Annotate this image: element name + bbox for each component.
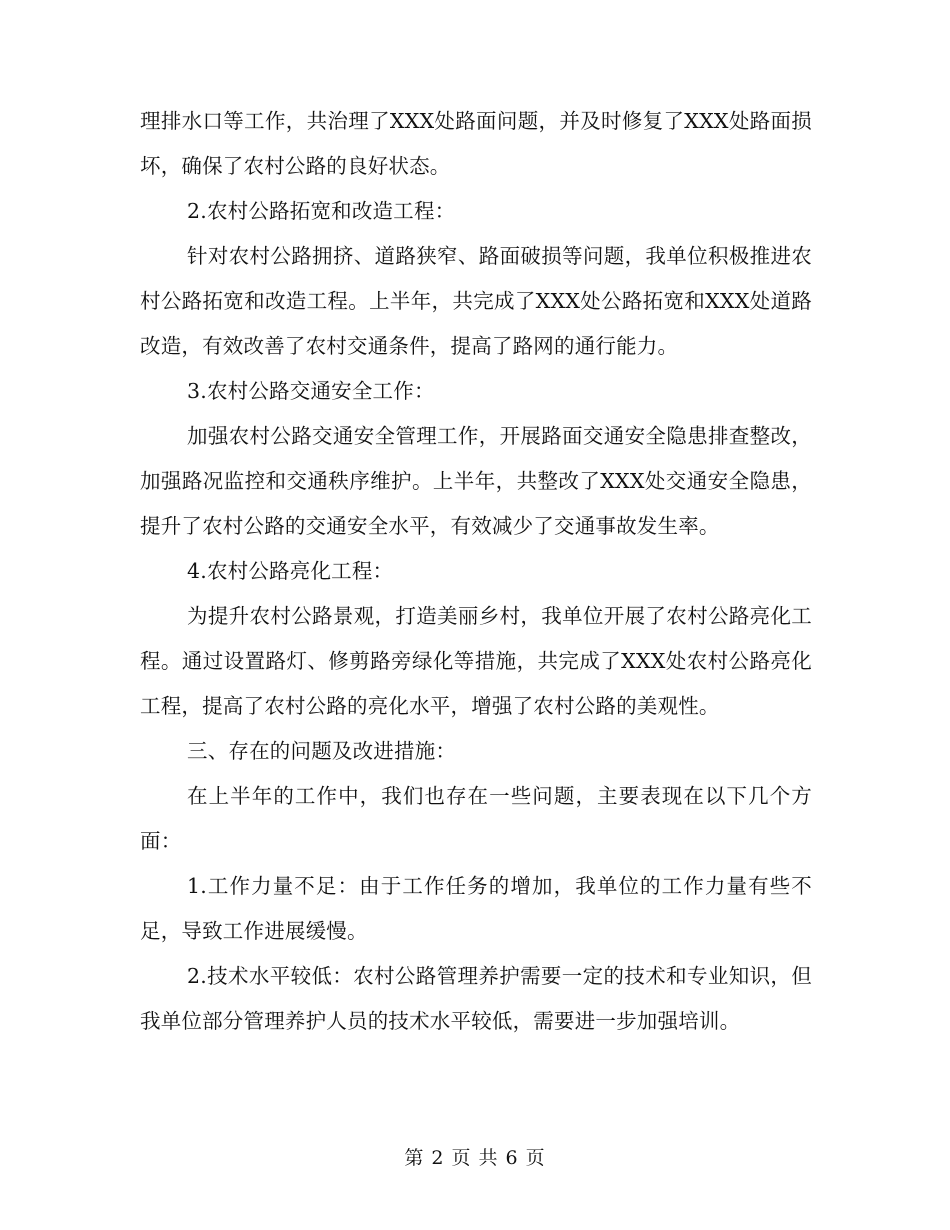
paragraph-continuation: 理排水口等工作，共治理了XXX处路面问题，并及时修复了XXX处路面损坏，确保了农村公路的良好状态。 (140, 109, 812, 178)
heading-problems-section: 三、存在的问题及改进措施： (187, 739, 457, 763)
page-footer: 第 2 页 共 6 页 (404, 1147, 546, 1169)
paragraph-lighting-project: 为提升农村公路景观，打造美丽乡村，我单位开展了农村公路亮化工程。通过设置路灯、修剪路旁绿化等措施，共完成了XXX处农村公路亮化工程，提高了农村公路的亮化水平，增强了农村公路的美观性。 (140, 604, 812, 718)
heading-road-widening: 2.农村公路拓宽和改造工程： (187, 199, 456, 223)
heading-traffic-safety: 3.农村公路交通安全工作： (187, 379, 435, 403)
list-item-technical-level: 2.技术水平较低：农村公路管理养护需要一定的技术和专业知识，但我单位部分管理养护人员的技术水平较低，需要进一步加强培训。 (140, 964, 812, 1033)
document-body (140, 99, 812, 1044)
paragraph-traffic-safety: 加强农村公路交通安全管理工作，开展路面交通安全隐患排查整改，加强路况监控和交通秩序维护。上半年，共整改了XXX处交通安全隐患，提升了农村公路的交通安全水平，有效减少了交通事故发生率。 (140, 424, 812, 538)
list-item-workforce: 1.工作力量不足：由于工作任务的增加，我单位的工作力量有些不足，导致工作进展缓慢。 (140, 874, 812, 943)
paragraph-road-widening: 针对农村公路拥挤、道路狭窄、路面破损等问题，我单位积极推进农村公路拓宽和改造工程。上半年，共完成了XXX处公路拓宽和XXX处道路改造，有效改善了农村交通条件，提高了路网的通行能力。 (140, 244, 812, 358)
heading-lighting-project: 4.农村公路亮化工程： (187, 559, 394, 583)
paragraph-problems-intro: 在上半年的工作中，我们也存在一些问题，主要表现在以下几个方面： (140, 784, 812, 853)
